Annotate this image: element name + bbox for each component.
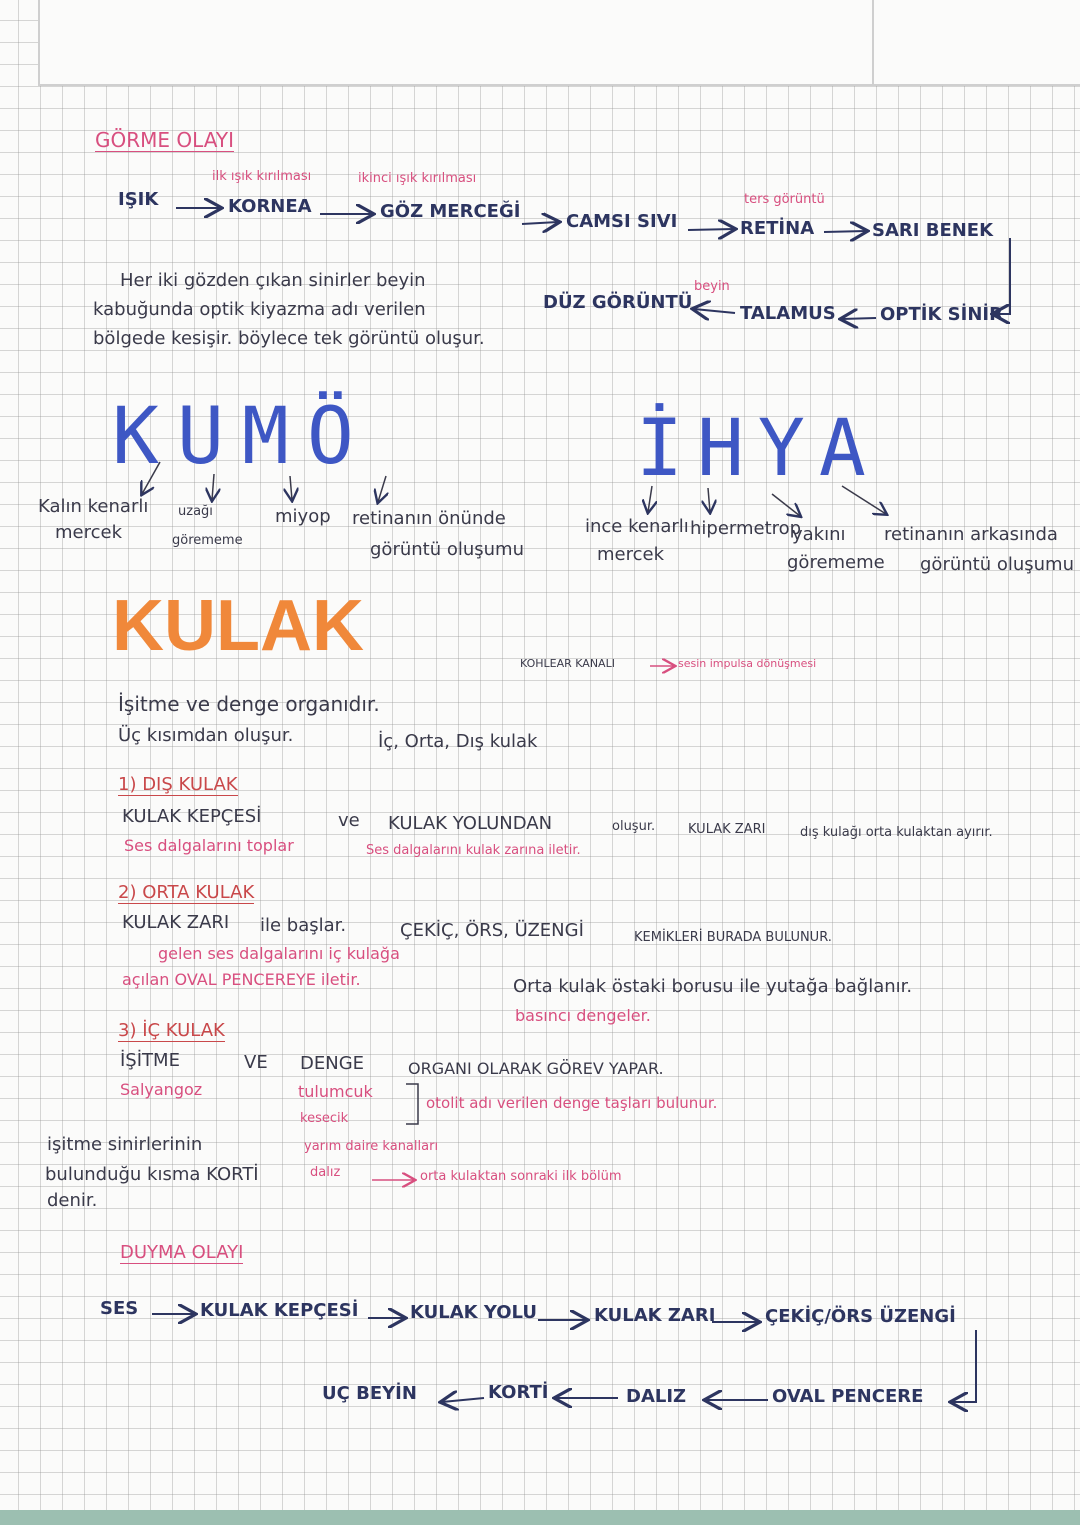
beyin-note: beyin: [694, 279, 730, 294]
orta-kulak-bulunur: KEMİKLERİ BURADA BULUNUR.: [634, 930, 832, 945]
orta-kulak-sub1: gelen ses dalgalarını iç kulağa: [158, 944, 400, 963]
dis-kulak-heading: 1) DIŞ KULAK: [118, 774, 238, 795]
kumo-mnemonic: KUMÖ: [112, 392, 372, 482]
kumo-item-1-line1: Kalın kenarlı: [38, 496, 149, 517]
arrow-y: [772, 494, 800, 516]
ic-kulak-heading: 3) İÇ KULAK: [118, 1020, 225, 1041]
arrow-h: [708, 488, 710, 512]
arrow-mercek-camsi: [522, 222, 558, 224]
flow-camsi-sivi: CAMSI SIVI: [566, 211, 678, 232]
flow-retina: RETİNA: [740, 218, 815, 239]
flow-goz-mercegi: GÖZ MERCEĞİ: [380, 201, 521, 222]
dis-kulak-ve: ve: [338, 810, 360, 831]
dis-kulak-ayirir: dış kulağı orta kulaktan ayırır.: [800, 825, 993, 840]
kumo-item-2-line2: görememe: [172, 533, 243, 548]
dis-kulak-sub1: Ses dalgalarını toplar: [124, 836, 294, 855]
orta-kulak-kemikler: ÇEKİÇ, ÖRS, ÜZENGİ: [400, 920, 584, 941]
duyma-ses: SES: [100, 1298, 139, 1319]
arrow-korti-beyin: [442, 1398, 484, 1402]
kumo-item-4-line2: görüntü oluşumu: [370, 539, 524, 560]
duyma-zar: KULAK ZARI: [594, 1305, 716, 1326]
ihya-item-2-line1: hipermetrop: [690, 518, 802, 539]
kumo-item-2-line1: uzağı: [178, 504, 213, 519]
arrow-u: [212, 474, 214, 500]
dis-kulak-sub2: Ses dalgalarını kulak zarına iletir.: [366, 843, 581, 858]
dis-kulak-kepce: KULAK KEPÇESİ: [122, 806, 262, 827]
korti-note-line2: bulunduğu kısma KORTİ: [45, 1164, 259, 1185]
dis-kulak-yolu: KULAK YOLUNDAN: [388, 813, 553, 834]
orta-kulak-baslar: ile başlar.: [260, 915, 347, 936]
duyma-kepce: KULAK KEPÇESİ: [200, 1300, 359, 1321]
dis-kulak-zari: KULAK ZARI: [688, 822, 766, 837]
kulak-intro-line1: İşitme ve denge organıdır.: [118, 692, 380, 716]
duyma-korti: KORTİ: [488, 1382, 549, 1403]
orta-kulak-zari: KULAK ZARI: [122, 912, 230, 933]
otolit-bracket: [406, 1084, 418, 1124]
ic-kulak-salyangoz: Salyangoz: [120, 1080, 203, 1099]
kulak-intro-parts: İç, Orta, Dış kulak: [378, 731, 538, 752]
arrow-benek-optik: [994, 238, 1010, 314]
ihya-item-1-line1: ince kenarlı: [585, 516, 689, 537]
kumo-item-3-line1: miyop: [275, 506, 331, 527]
kumo-item-4-line1: retinanın önünde: [352, 508, 506, 529]
orta-kulak-ostaki: Orta kulak östaki borusu ile yutağa bağlanır.: [513, 976, 913, 997]
ic-kulak-tulumcuk: tulumcuk: [298, 1082, 373, 1101]
ic-kulak-organ: ORGANI OLARAK GÖREV YAPAR.: [408, 1059, 664, 1078]
ic-kulak-ve: VE: [244, 1052, 268, 1073]
ic-kulak-daliz: dalız: [310, 1165, 341, 1180]
koklear-note: sesin impulsa dönüşmesi: [678, 657, 817, 670]
ihya-item-4-line1: retinanın arkasında: [884, 524, 1058, 545]
orta-kulak-basinc: basıncı dengeler.: [515, 1006, 651, 1025]
duyma-kemikler: ÇEKİÇ/ÖRS ÜZENGİ: [765, 1306, 956, 1327]
arrow-talamus-duz: [694, 309, 735, 313]
ic-kulak-isitme: İŞİTME: [120, 1050, 180, 1071]
korti-note-line1: işitme sinirlerinin: [47, 1134, 203, 1155]
arrow-i: [648, 486, 652, 512]
duyma-daliz: DALIZ: [626, 1386, 687, 1407]
flow-optik-sinir: OPTİK SİNİR: [880, 304, 1003, 325]
duyma-oval: OVAL PENCERE: [772, 1386, 924, 1407]
orta-kulak-heading: 2) ORTA KULAK: [118, 882, 255, 903]
second-refraction-label: ikinci ışık kırılması: [358, 171, 477, 186]
arrow-a: [842, 486, 886, 514]
ihya-item-3-line2: görememe: [787, 552, 885, 573]
flow-sari-benek: SARI BENEK: [872, 220, 994, 241]
arrow-optik-talamus: [842, 318, 876, 319]
gorme-title: GÖRME OLAYI: [95, 128, 234, 152]
ihya-item-4-line2: görüntü oluşumu: [920, 554, 1074, 575]
flow-talamus: TALAMUS: [740, 303, 836, 324]
flow-isik: IŞIK: [118, 189, 159, 210]
duyma-yol: KULAK YOLU: [410, 1302, 538, 1323]
retina-note: ters görüntü: [744, 192, 825, 207]
kumo-item-1-line2: mercek: [55, 522, 123, 543]
duyma-title: DUYMA OLAYI: [120, 1242, 244, 1263]
arrow-kemik-oval: [952, 1330, 976, 1402]
arrow-k: [142, 462, 160, 494]
ihya-item-3-line1: yakını: [792, 524, 846, 545]
orta-kulak-sub2: açılan OVAL PENCEREYE iletir.: [122, 970, 361, 989]
gorme-note-line3: bölgede kesişir. böylece tek görüntü oluşur.: [93, 328, 485, 349]
arrow-camsi-retina: [688, 229, 734, 230]
ihya-mnemonic: İHYA: [636, 404, 880, 494]
kulak-title: KULAK: [112, 586, 364, 666]
bottom-band: [0, 1510, 1080, 1525]
koklear-kanal: KOHLEAR KANALI: [520, 657, 615, 670]
ic-kulak-kesecik: kesecik: [300, 1111, 349, 1126]
gorme-note-line1: Her iki gözden çıkan sinirler beyin: [120, 270, 426, 291]
duyma-beyin: UÇ BEYİN: [322, 1383, 417, 1404]
arrow-m: [290, 476, 292, 500]
ic-kulak-yarim-daire: yarım daire kanalları: [304, 1139, 439, 1154]
dis-kulak-olusur: oluşur.: [612, 819, 656, 834]
korti-note-line3: denir.: [47, 1190, 98, 1211]
ic-kulak-daliz-note: orta kulaktan sonraki ilk bölüm: [420, 1169, 622, 1184]
flow-kornea: KORNEA: [228, 196, 312, 217]
kulak-intro-line2: Üç kısımdan oluşur.: [118, 725, 294, 746]
first-refraction-label: ilk ışık kırılması: [212, 169, 312, 184]
arrow-retina-benek: [824, 231, 866, 232]
flow-duz-goruntu: DÜZ GÖRÜNTÜ: [543, 292, 693, 313]
arrow-o: [378, 476, 386, 502]
ic-kulak-otolit: otolit adı verilen denge taşları bulunur.: [426, 1094, 718, 1112]
ihya-item-1-line2: mercek: [597, 544, 665, 565]
ic-kulak-denge: DENGE: [300, 1053, 365, 1074]
gorme-note-line2: kabuğunda optik kiyazma adı verilen: [93, 299, 426, 320]
